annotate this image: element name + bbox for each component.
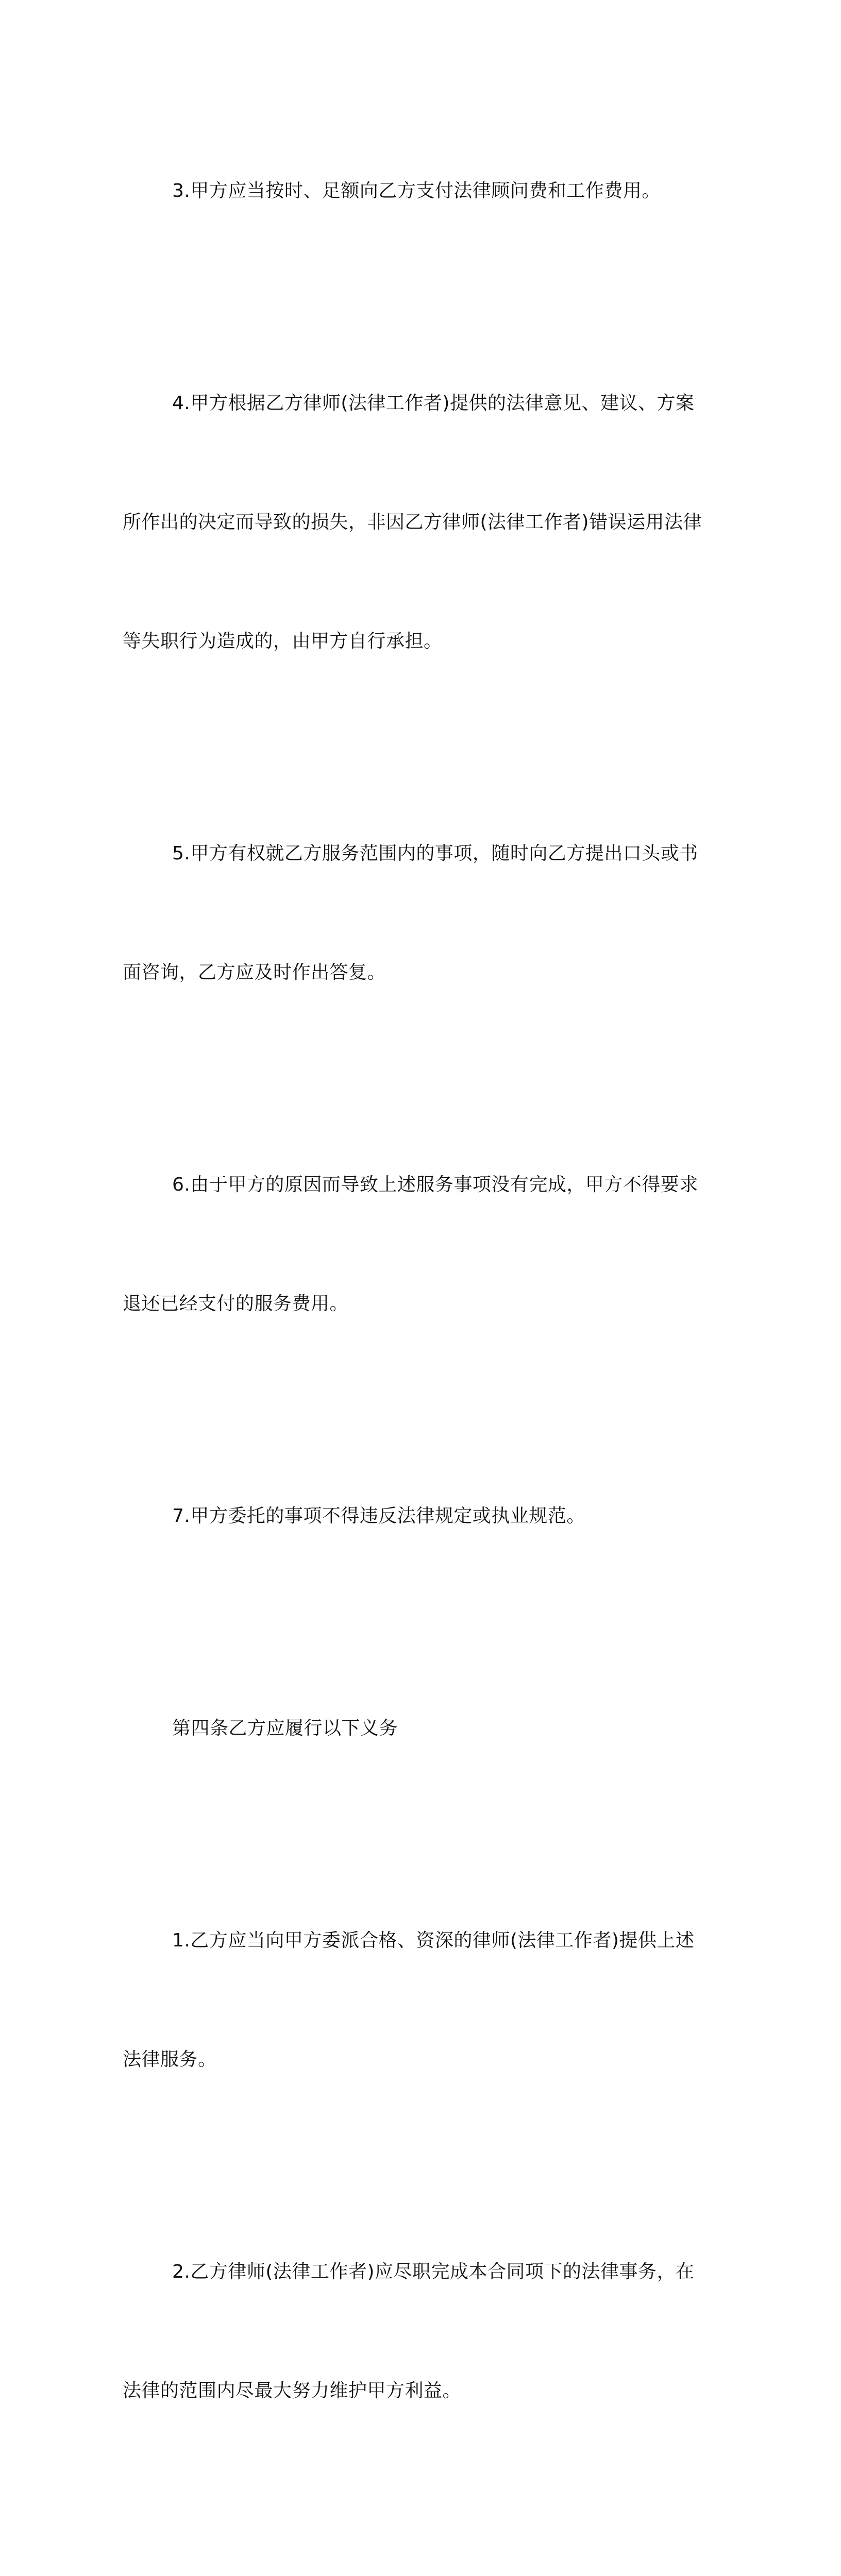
paragraph-party-b-3: [123, 2504, 710, 2576]
paragraph-line: 4.甲方根据乙方律师(法律工作者)提供的法律意见、建议、方案: [172, 393, 695, 414]
paragraph-line: 法律服务。: [123, 2049, 217, 2070]
paragraph-line: 5.甲方有权就乙方服务范围内的事项，随时向乙方提出口头或书: [172, 843, 698, 864]
document-body: [123, 92, 710, 2576]
paragraph-line: 法律的范围内尽最大努力维护甲方利益。: [123, 2380, 462, 2401]
paragraph-party-a-7: [123, 1417, 710, 1615]
paragraph-party-b-1: [123, 1841, 710, 2159]
paragraph-party-a-4: [123, 304, 710, 740]
paragraph-line: 2.乙方律师(法律工作者)应尽职完成本合同项下的法律事务，在: [172, 2261, 695, 2282]
paragraph-line: 1.乙方应当向甲方委派合格、资深的律师(法律工作者)提供上述: [172, 1930, 695, 1951]
paragraph-line: 等失职行为造成的，由甲方自行承担。: [123, 631, 443, 652]
section-heading-article-4: [123, 1629, 710, 1827]
paragraph-line: 7.甲方委托的事项不得违反法律规定或执业规范。: [172, 1505, 585, 1527]
paragraph-party-b-2: [123, 2173, 710, 2490]
paragraph-party-a-5: [123, 754, 710, 1072]
paragraph-line: 所作出的决定而导致的损失，非因乙方律师(法律工作者)错误运用法律: [123, 512, 702, 533]
paragraph-line: 面咨询，乙方应及时作出答复。: [123, 962, 386, 983]
paragraph-party-a-3: [123, 92, 710, 290]
paragraph-line: 6.由于甲方的原因而导致上述服务事项没有完成，甲方不得要求: [172, 1174, 698, 1195]
paragraph-line: 退还已经支付的服务费用。: [123, 1293, 349, 1314]
paragraph-party-a-6: [123, 1086, 710, 1403]
section-heading: 第四条乙方应履行以下义务: [172, 1718, 398, 1739]
paragraph-line: 3.甲方应当按时、足额向乙方支付法律顾问费和工作费用。: [172, 180, 661, 201]
